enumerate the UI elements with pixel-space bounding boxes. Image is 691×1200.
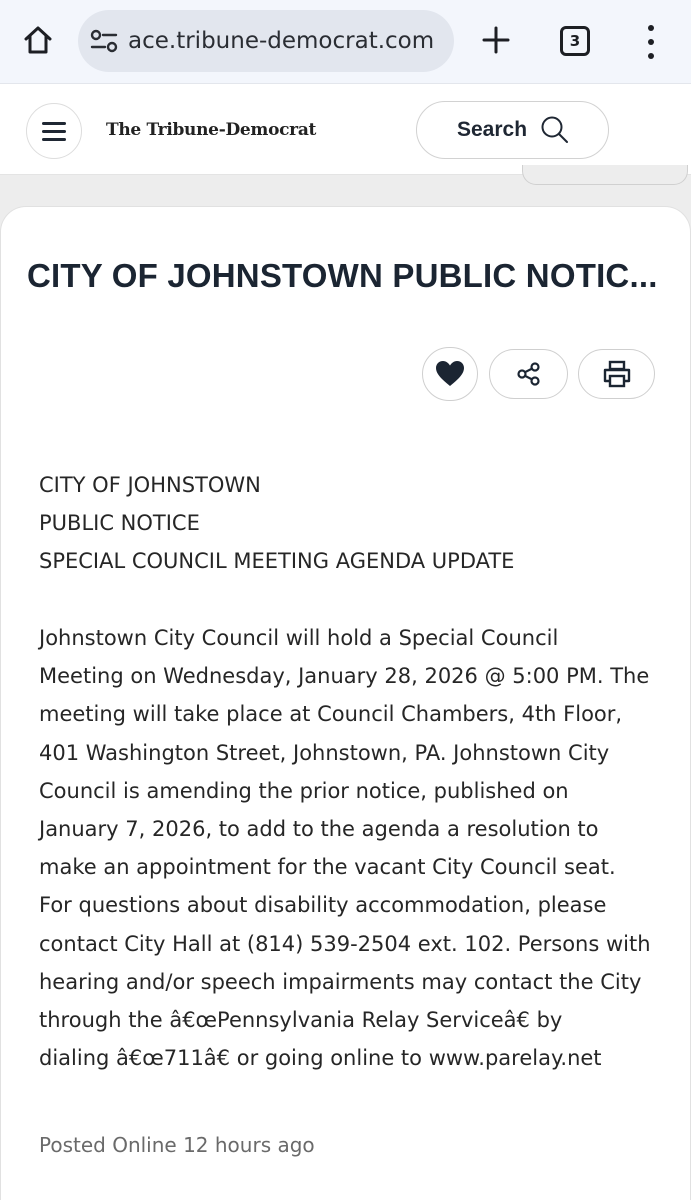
notice-body-line[interactable]: dialing â€œ711â€ or going online to www.parelay.net — [39, 1046, 602, 1071]
notice-body — [39, 619, 659, 1077]
notice-heading-line: SPECIAL COUNCIL MEETING AGENDA UPDATE — [39, 549, 515, 574]
hamburger-menu-icon[interactable] — [26, 103, 82, 159]
more-vert-icon[interactable] — [638, 22, 664, 62]
article-headline: CITY OF JOHNSTOWN PUBLIC NOTIC... — [27, 257, 658, 294]
notice-body-line: contact City Hall at (814) 539-2504 ext. 102. Persons with — [39, 931, 651, 956]
share-icon — [516, 361, 542, 387]
search-icon — [539, 115, 569, 145]
notice-body-line: 401 Washington Street, Johnstown, PA. Johnstown City — [39, 740, 610, 765]
home-button[interactable] — [18, 20, 58, 60]
new-tab-button[interactable] — [476, 20, 516, 60]
home-icon — [22, 24, 54, 56]
notice-body-line: hearing and/or speech impairments may contact the City — [39, 969, 642, 994]
notice-body-line: through the â€œPennsylvania Relay Serviceâ€ by — [39, 1008, 563, 1033]
notice-heading-line: PUBLIC NOTICE — [39, 511, 200, 536]
notice-body-line: meeting will take place at Council Chambers, 4th Floor, — [39, 702, 623, 727]
posted-timestamp: Posted Online 12 hours ago — [39, 1133, 315, 1157]
plus-icon — [481, 25, 511, 55]
notice-heading — [39, 466, 659, 581]
previous-card-edge — [522, 165, 688, 185]
tab-switcher-button[interactable] — [556, 22, 594, 60]
like-button[interactable] — [422, 347, 478, 401]
print-button[interactable] — [578, 349, 655, 399]
site-settings-icon[interactable] — [90, 28, 118, 54]
site-logo[interactable]: The Tribune-Democrat — [106, 120, 317, 140]
browser-toolbar — [0, 0, 691, 84]
url-text[interactable]: ace.tribune-democrat.com — [128, 28, 435, 54]
notice-heading-line: CITY OF JOHNSTOWN — [39, 473, 261, 497]
notice-body-line: Johnstown City Council will hold a Special Council — [39, 626, 559, 650]
tab-count: 3 — [560, 26, 590, 56]
print-icon — [602, 360, 632, 388]
notice-body-line: Meeting on Wednesday, January 28, 2026 @ 5:00 PM. The — [39, 664, 650, 689]
address-bar[interactable] — [78, 10, 454, 72]
share-button[interactable] — [489, 349, 568, 399]
notice-body-line: Council is amending the prior notice, published on — [39, 778, 569, 803]
search-button[interactable] — [416, 101, 609, 159]
notice-body-line: January 7, 2026, to add to the agenda a resolution to — [39, 817, 599, 842]
notice-body-line: For questions about disability accommodation, please — [39, 893, 607, 918]
heart-icon — [435, 360, 465, 388]
search-label: Search — [457, 118, 528, 141]
article-card — [0, 206, 691, 1200]
site-header — [0, 85, 691, 175]
notice-body-line: make an appointment for the vacant City Council seat. — [39, 855, 616, 880]
